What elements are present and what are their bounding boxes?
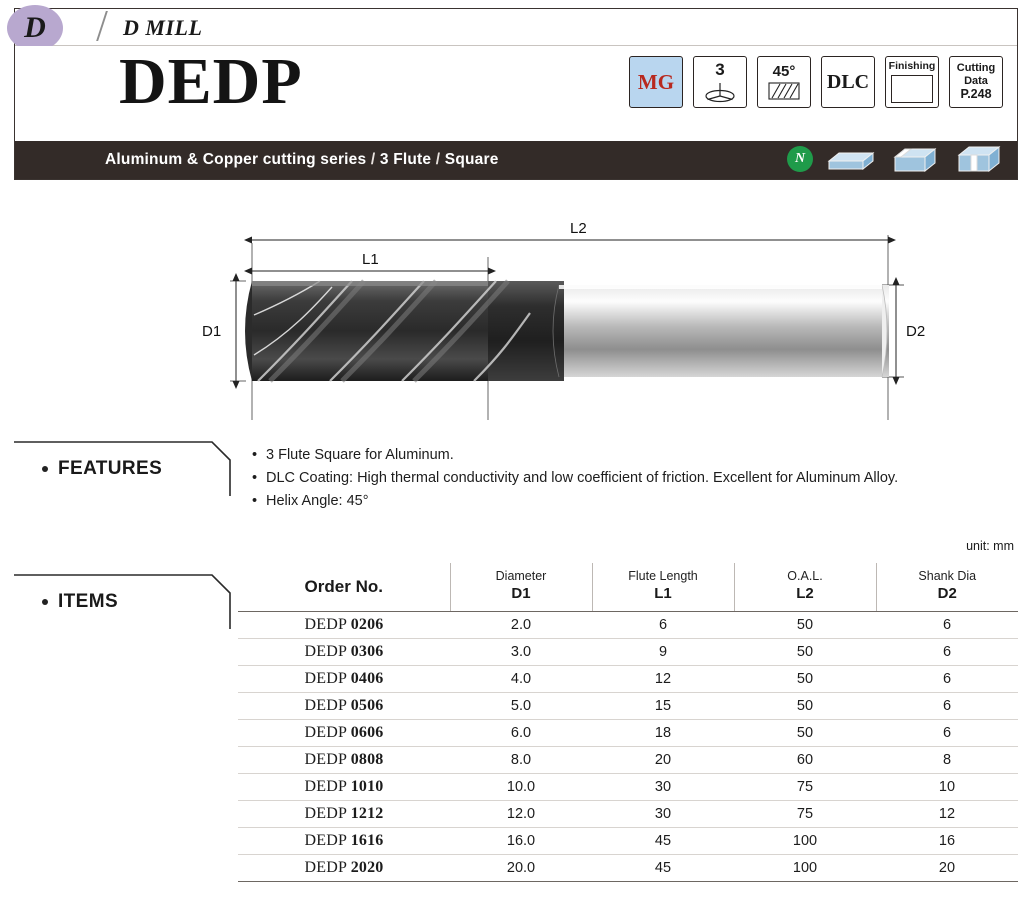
order-code: 0808: [350, 751, 384, 769]
order-prefix: DEDP: [304, 805, 347, 823]
dim-d1-label: D1: [202, 323, 222, 340]
cutting-data-page: P.248: [960, 87, 992, 102]
order-prefix: DEDP: [304, 670, 347, 688]
cell-order-no: [238, 801, 450, 828]
cell-diameter: 10.0: [450, 774, 592, 801]
cutting-data-line2: Data: [964, 74, 988, 87]
spec-table-body: [238, 612, 1018, 882]
cell-order-no: [238, 747, 450, 774]
cell-order-no: [238, 693, 450, 720]
cell-flute-length: 20: [592, 747, 734, 774]
order-code: 0206: [350, 616, 384, 634]
order-code: 1212: [350, 805, 384, 823]
subtitle-sep-1: /: [370, 151, 376, 168]
order-code: 0406: [350, 670, 384, 688]
cell-order-no: [238, 855, 450, 882]
cell-flute-length: 18: [592, 720, 734, 747]
cutting-data-icon[interactable]: [949, 56, 1003, 108]
order-code: 1616: [350, 832, 384, 850]
cell-diameter: 8.0: [450, 747, 592, 774]
cell-order-no: [238, 720, 450, 747]
table-row[interactable]: [238, 801, 1018, 828]
cell-diameter: 3.0: [450, 639, 592, 666]
flute-count-label: 3: [715, 60, 725, 79]
divider-slash: [96, 11, 108, 41]
cell-flute-length: 15: [592, 693, 734, 720]
col-shank-dia: [876, 563, 1018, 612]
cell-shank-dia: 10: [876, 774, 1018, 801]
order-prefix: DEDP: [304, 832, 347, 850]
order-code: 1010: [350, 778, 384, 796]
cell-order-no: [238, 639, 450, 666]
finishing-icon: [885, 56, 939, 108]
slot-milling-icon: [825, 143, 877, 175]
material-badge-n: N: [787, 146, 813, 172]
feature-item: • Helix Angle: 45°: [252, 490, 1032, 513]
order-prefix: DEDP: [304, 778, 347, 796]
col-diameter: [450, 563, 592, 612]
subtitle-sep-2: /: [435, 151, 441, 168]
cell-shank-dia: 8: [876, 747, 1018, 774]
cell-flute-length: 45: [592, 855, 734, 882]
helix-symbol-icon: [767, 81, 801, 101]
order-prefix: DEDP: [304, 616, 347, 634]
dim-l2-label: L2: [570, 220, 587, 237]
col-oal-big: L2: [796, 584, 814, 602]
col-flute-length-big: L1: [654, 584, 672, 602]
col-shank-dia-big: D2: [937, 584, 957, 602]
col-order-no: [238, 563, 450, 612]
cell-oal: 50: [734, 693, 876, 720]
cell-shank-dia: 6: [876, 639, 1018, 666]
items-label: ITEMS: [58, 591, 119, 612]
finishing-label: Finishing: [888, 60, 936, 72]
page-title: DEDP: [119, 45, 303, 118]
col-oal-small: O.A.L.: [787, 569, 823, 583]
helix-angle-icon: [757, 56, 811, 108]
col-diameter-big: D1: [511, 584, 531, 602]
cell-order-no: [238, 774, 450, 801]
subtitle-group: [105, 151, 499, 169]
cell-shank-dia: 6: [876, 612, 1018, 639]
items-bullet: [42, 599, 48, 605]
cell-oal: 50: [734, 639, 876, 666]
cell-diameter: 5.0: [450, 693, 592, 720]
col-flute-length: [592, 563, 734, 612]
features-label-box: [14, 440, 232, 498]
features-list: [252, 444, 1032, 513]
brand-badge: [7, 5, 63, 51]
feature-item: • DLC Coating: High thermal conductivity and low coefficient of friction. Excellent for Aluminum Alloy.: [252, 467, 1032, 490]
items-section: [14, 539, 1018, 877]
cell-oal: 100: [734, 828, 876, 855]
flute-count-icon: [693, 56, 747, 108]
order-code: 0306: [350, 643, 384, 661]
mg-icon-label: MG: [637, 69, 675, 94]
cell-flute-length: 30: [592, 801, 734, 828]
dim-l1-label: L1: [362, 251, 379, 268]
cell-oal: 50: [734, 720, 876, 747]
shoulder-milling-icon: [889, 143, 941, 175]
order-prefix: DEDP: [304, 859, 347, 877]
order-prefix: DEDP: [304, 724, 347, 742]
material-icon-row: [787, 143, 1005, 175]
cutting-data-line1: Cutting: [956, 62, 996, 75]
order-prefix: DEDP: [304, 697, 347, 715]
items-label-box: [14, 573, 232, 631]
table-row[interactable]: [238, 693, 1018, 720]
order-prefix: DEDP: [304, 751, 347, 769]
cell-diameter: 4.0: [450, 666, 592, 693]
dlc-coating-icon: [821, 56, 875, 108]
cell-shank-dia: 6: [876, 693, 1018, 720]
order-code: 0506: [350, 697, 384, 715]
table-row[interactable]: [238, 720, 1018, 747]
header-top-row: [15, 9, 1017, 46]
header-middle-row: [15, 46, 1017, 141]
table-row[interactable]: [238, 855, 1018, 882]
cell-diameter: 20.0: [450, 855, 592, 882]
cell-oal: 60: [734, 747, 876, 774]
table-row[interactable]: [238, 666, 1018, 693]
cell-oal: 50: [734, 612, 876, 639]
cell-oal: 75: [734, 801, 876, 828]
spec-icon-row: [629, 56, 1003, 108]
cell-shank-dia: 6: [876, 720, 1018, 747]
cell-order-no: [238, 612, 450, 639]
cell-order-no: [238, 666, 450, 693]
col-oal: [734, 563, 876, 612]
brand-letter: D: [24, 11, 46, 44]
features-bullet: [42, 466, 48, 472]
table-header-row: [238, 563, 1018, 612]
col-flute-length-small: Flute Length: [628, 569, 698, 583]
feature-item: • 3 Flute Square for Aluminum.: [252, 444, 1032, 467]
slotting-icon: [953, 143, 1005, 175]
cell-flute-length: 6: [592, 612, 734, 639]
cell-flute-length: 30: [592, 774, 734, 801]
endmill-diagram: [14, 195, 1018, 420]
mg-icon: [629, 56, 683, 108]
cell-flute-length: 12: [592, 666, 734, 693]
order-code: 0606: [350, 724, 384, 742]
features-section: [14, 440, 1018, 509]
features-label: FEATURES: [58, 458, 163, 479]
tool-drawing: [14, 195, 1018, 420]
cell-oal: 75: [734, 774, 876, 801]
table-row[interactable]: [238, 639, 1018, 666]
cell-diameter: 2.0: [450, 612, 592, 639]
header-subtitle-bar: [15, 141, 1017, 179]
finishing-box: [891, 75, 933, 103]
order-prefix: DEDP: [304, 643, 347, 661]
col-diameter-small: Diameter: [495, 569, 547, 583]
table-row[interactable]: [238, 747, 1018, 774]
helix-angle-label: 45°: [772, 62, 796, 80]
cell-flute-length: 9: [592, 639, 734, 666]
subtitle-flute: 3 Flute: [379, 151, 432, 168]
product-header: [14, 8, 1018, 180]
cell-diameter: 16.0: [450, 828, 592, 855]
cell-shank-dia: 20: [876, 855, 1018, 882]
order-code: 2020: [350, 859, 384, 877]
cell-shank-dia: 12: [876, 801, 1018, 828]
brand-name: D MILL: [123, 15, 203, 40]
flute-symbol-icon: [703, 79, 737, 103]
cell-oal: 100: [734, 855, 876, 882]
cell-flute-length: 45: [592, 828, 734, 855]
col-order-no-label: Order No.: [304, 576, 383, 596]
dim-d2-label: D2: [906, 323, 926, 340]
table-row[interactable]: [238, 774, 1018, 801]
cell-shank-dia: 16: [876, 828, 1018, 855]
dlc-coating-label: DLC: [826, 70, 870, 93]
cell-oal: 50: [734, 666, 876, 693]
subtitle-shape: Square: [444, 151, 499, 168]
cell-diameter: 6.0: [450, 720, 592, 747]
spec-table: [238, 563, 1018, 882]
unit-note: unit: mm: [966, 539, 1014, 553]
cell-diameter: 12.0: [450, 801, 592, 828]
cell-order-no: [238, 828, 450, 855]
subtitle-series: Aluminum & Copper cutting series: [105, 151, 367, 168]
table-row[interactable]: [238, 612, 1018, 639]
cell-shank-dia: 6: [876, 666, 1018, 693]
col-shank-dia-small: Shank Dia: [918, 569, 977, 583]
table-row[interactable]: [238, 828, 1018, 855]
